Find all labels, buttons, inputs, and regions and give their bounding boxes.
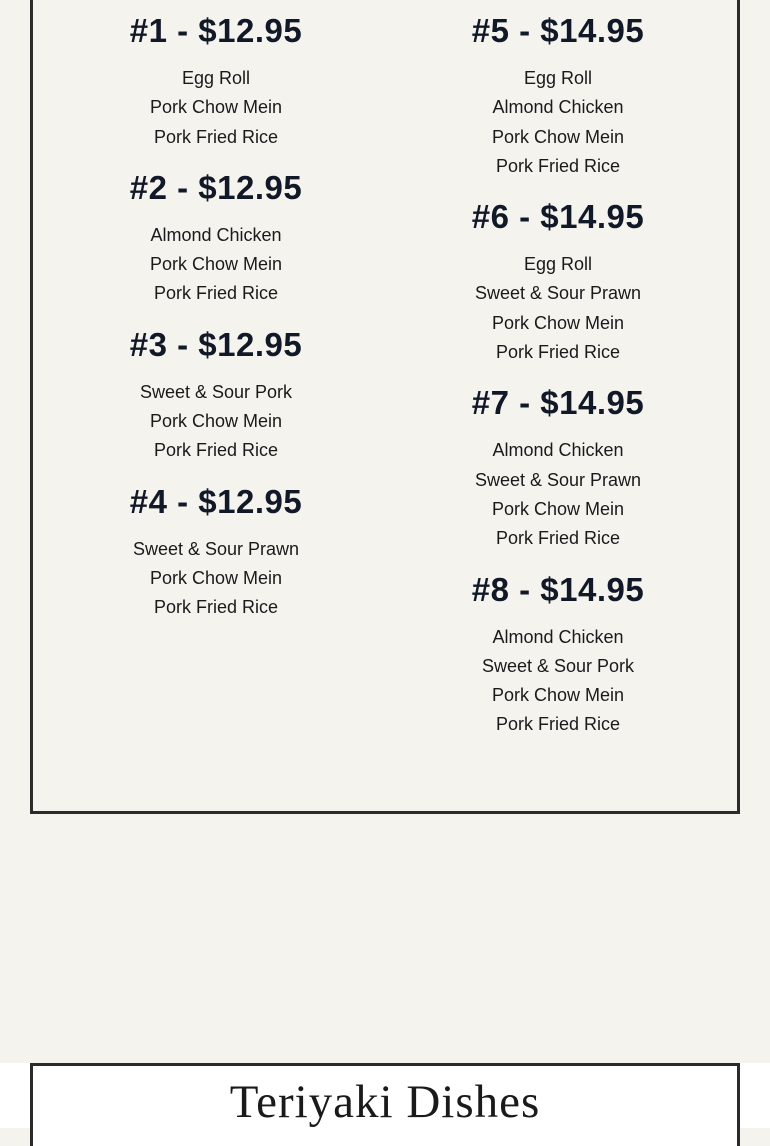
- combo-title: #4 - $12.95: [129, 482, 303, 520]
- section-heading: Teriyaki Dishes: [229, 1076, 541, 1128]
- combo-dish: Almond Chicken: [492, 97, 624, 118]
- combo-dish: Sweet & Sour Prawn: [474, 469, 642, 490]
- combo-title: #3 - $12.95: [129, 325, 303, 363]
- combo-4: [51, 484, 381, 623]
- combo-dish: Pork Fried Rice: [495, 342, 621, 363]
- combo-item-list: [51, 378, 381, 466]
- combo-dish: Pork Fried Rice: [153, 283, 279, 304]
- combo-item-list: [51, 221, 381, 309]
- combo-dish: Almond Chicken: [492, 440, 624, 461]
- combo-2: [51, 170, 381, 309]
- combo-8: [393, 572, 723, 740]
- combo-dish: Egg Roll: [181, 68, 251, 88]
- combo-dinners-card: [30, 0, 740, 814]
- combo-dish: Pork Chow Mein: [491, 498, 625, 519]
- combo-item-list: [393, 250, 723, 367]
- combo-dish: Almond Chicken: [150, 224, 282, 245]
- combo-dish: Pork Chow Mein: [149, 411, 283, 432]
- combo-dish: Pork Fried Rice: [153, 126, 279, 147]
- combo-dish: Pork Chow Mein: [149, 567, 283, 588]
- combo-column-right: [393, 13, 723, 758]
- combo-dish: Sweet & Sour Prawn: [474, 283, 642, 304]
- combo-item-list: [393, 436, 723, 553]
- combo-dish: Sweet & Sour Prawn: [132, 538, 300, 559]
- combo-item-list: [51, 64, 381, 152]
- combo-dish: Pork Chow Mein: [149, 254, 283, 275]
- combo-dish: Sweet & Sour Pork: [481, 655, 635, 676]
- combo-item-list: [51, 535, 381, 623]
- combo-title: #6 - $14.95: [471, 198, 645, 236]
- combo-dish: Pork Fried Rice: [153, 440, 279, 461]
- combo-dish: Pork Chow Mein: [149, 97, 283, 118]
- combo-dish: Pork Fried Rice: [153, 597, 279, 618]
- combo-title: #8 - $14.95: [471, 570, 645, 608]
- combo-dish: Pork Fried Rice: [495, 714, 621, 735]
- teriyaki-card: [30, 1063, 740, 1146]
- combo-dish: Almond Chicken: [492, 626, 624, 647]
- combo-1: [51, 13, 381, 152]
- combo-column-left: [51, 13, 381, 641]
- combo-dish: Pork Chow Mein: [491, 685, 625, 706]
- combo-dish: Egg Roll: [523, 68, 593, 88]
- combo-dish: Sweet & Sour Pork: [139, 381, 293, 402]
- combo-7: [393, 385, 723, 553]
- combo-dish: Pork Fried Rice: [495, 528, 621, 549]
- combo-5: [393, 13, 723, 181]
- combo-title: #5 - $14.95: [471, 12, 645, 49]
- combo-dish: Pork Chow Mein: [491, 312, 625, 333]
- combo-dish: Egg Roll: [523, 254, 593, 275]
- combo-3: [51, 327, 381, 466]
- combo-item-list: [393, 64, 723, 181]
- combo-dish: Pork Fried Rice: [495, 155, 621, 176]
- combo-dish: Pork Chow Mein: [491, 126, 625, 147]
- combo-title: #2 - $12.95: [129, 168, 303, 206]
- combo-title: #1 - $12.95: [129, 12, 303, 49]
- combo-title: #7 - $14.95: [471, 384, 645, 422]
- combo-6: [393, 199, 723, 367]
- combo-item-list: [393, 623, 723, 740]
